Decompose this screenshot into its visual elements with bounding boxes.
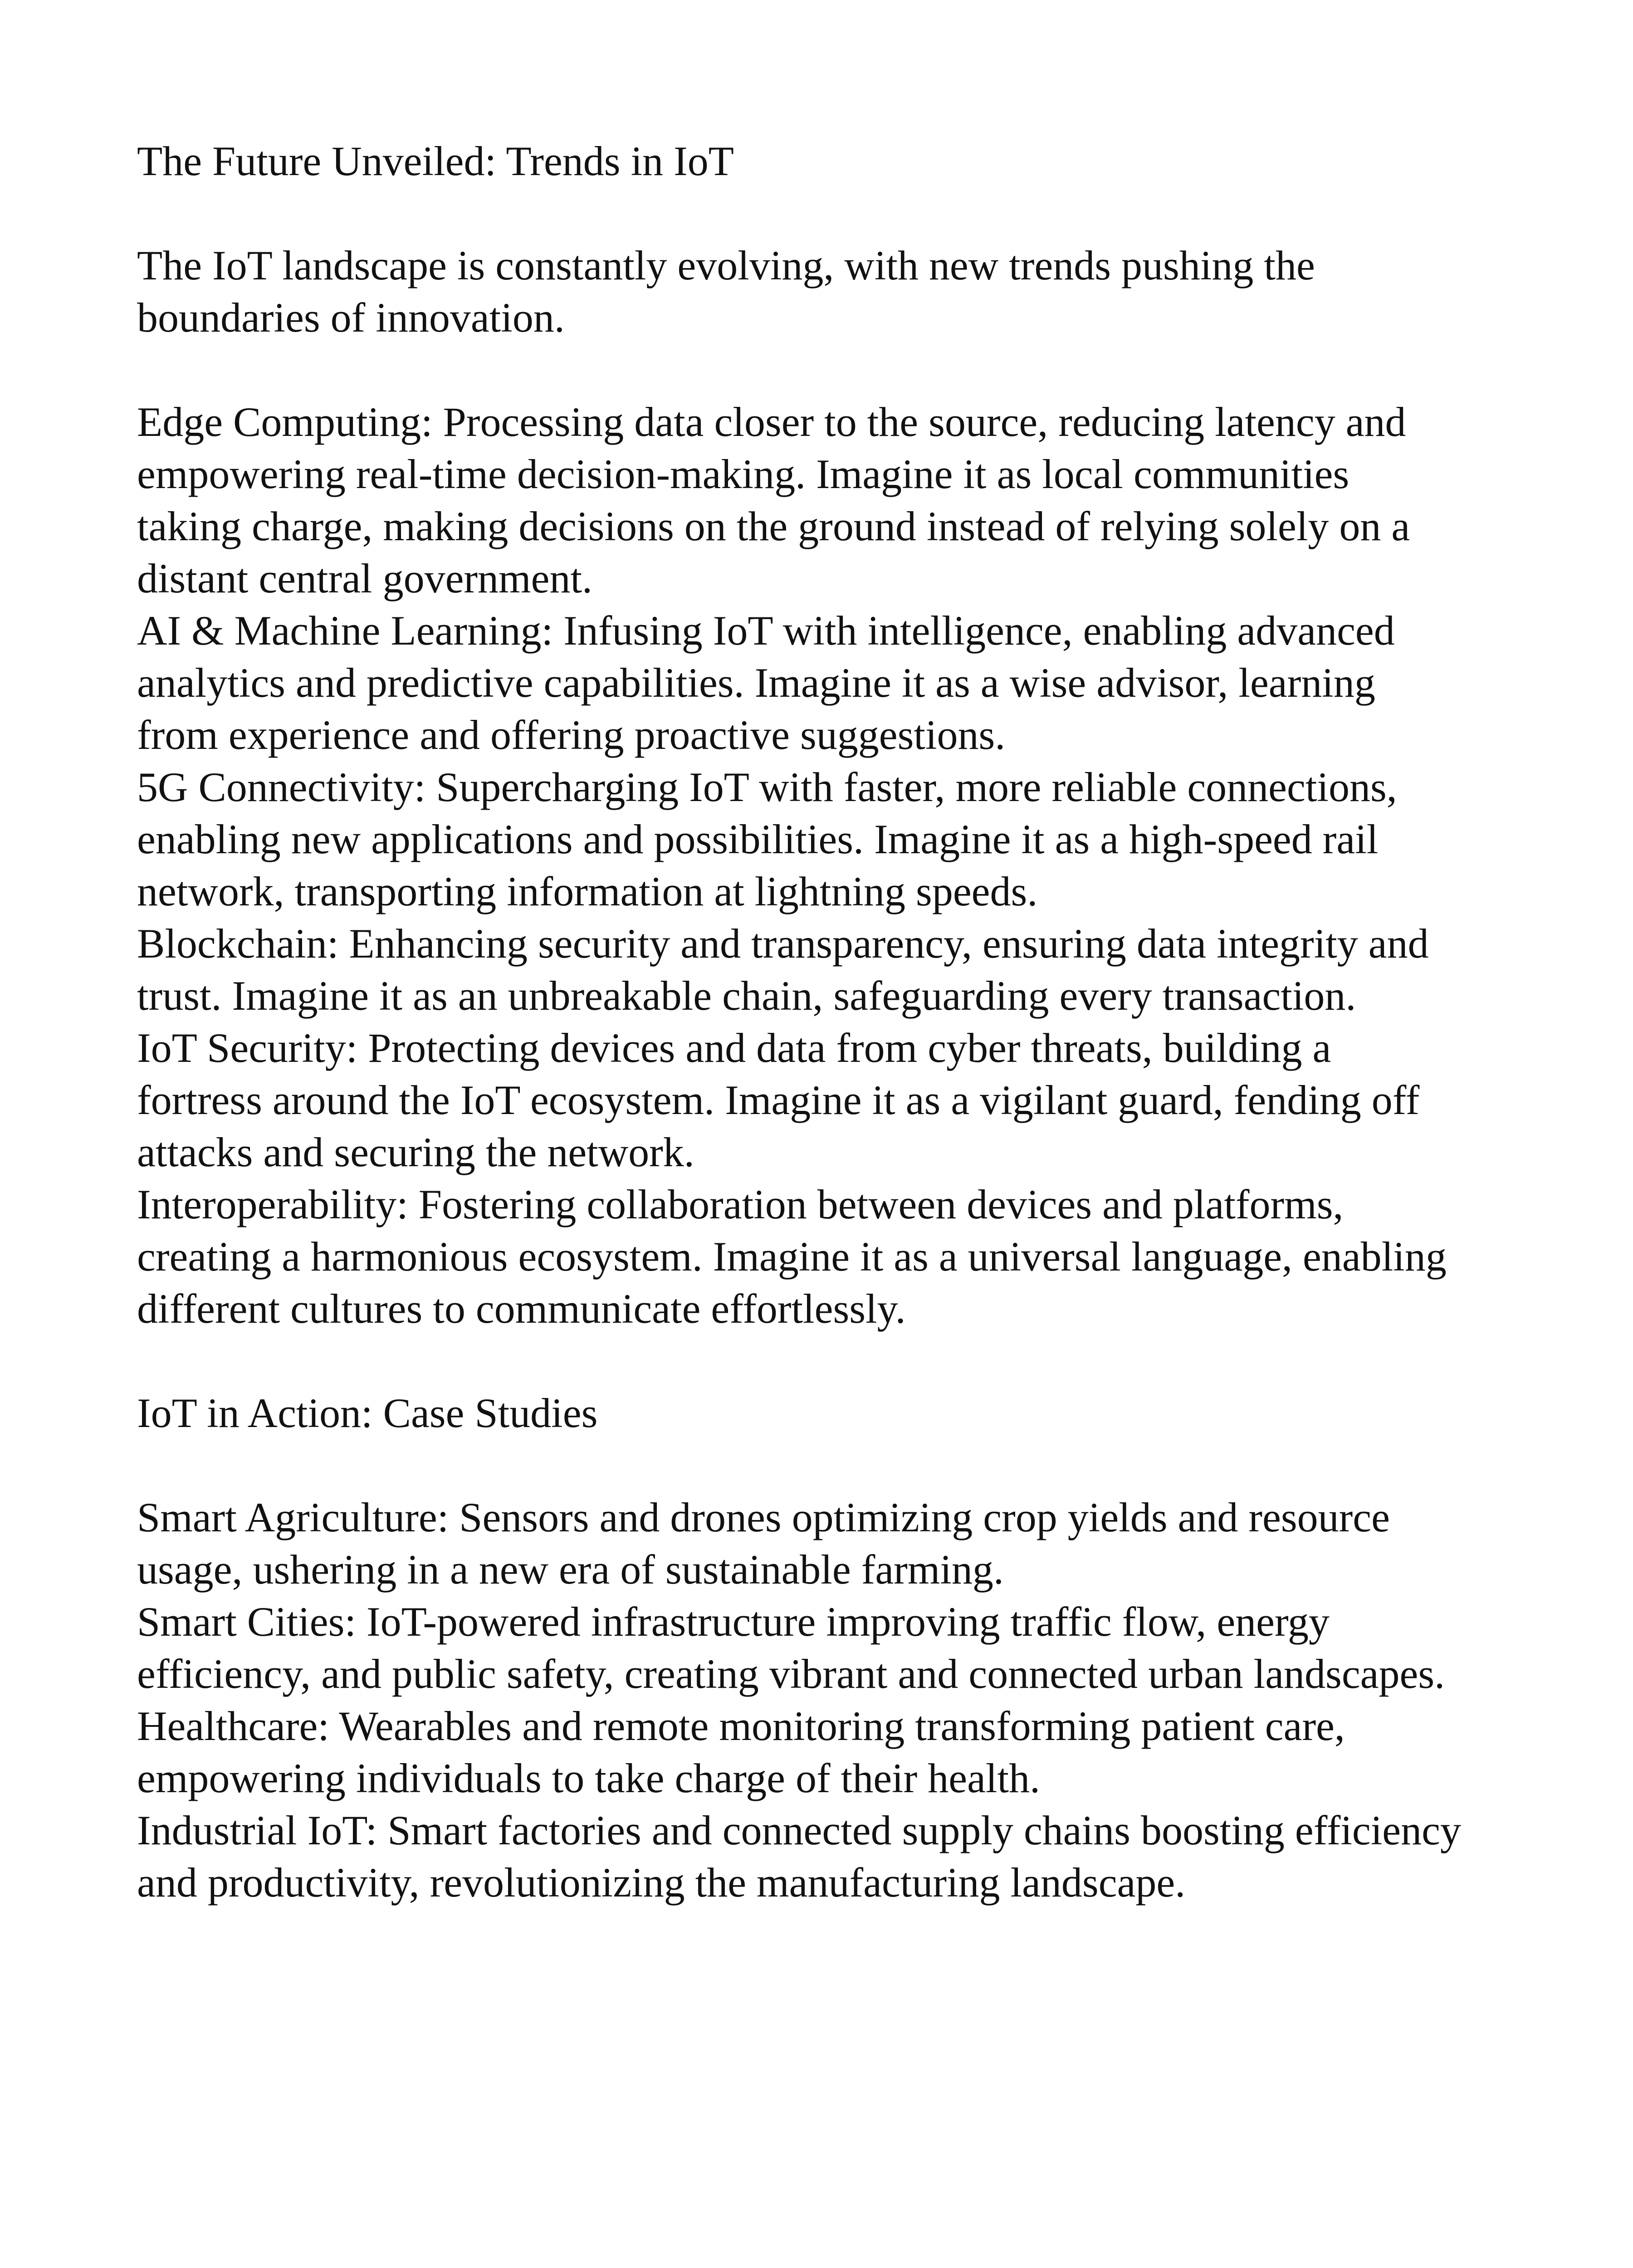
case-item-smart-cities: Smart Cities: IoT-powered infrastructure improving traffic flow, energy efficiency, and public safety, creating vibrant and connected urban landscapes. bbox=[137, 1598, 1445, 1697]
case-item-industrial-iot: Industrial IoT: Smart factories and connected supply chains boosting efficiency and productivity, revolutionizing the manufacturing landscape. bbox=[137, 1807, 1461, 1906]
trend-item-5g: 5G Connectivity: Supercharging IoT with faster, more reliable connections, enabling new applications and possibilities. Imagine it as a high-speed rail network, transporting information at lightning speeds. bbox=[137, 764, 1397, 914]
trend-item-edge-computing: Edge Computing: Processing data closer to the source, reducing latency and empowering real-time decision-making. Imagine it as local communities taking charge, making decisions on the ground instead of relying solely on a distant central government. bbox=[137, 399, 1410, 601]
page-content bbox=[137, 135, 1462, 1909]
trend-item-interoperability: Interoperability: Fostering collaboration between devices and platforms, creating a harmonious ecosystem. Imagine it as a universal language, enabling different cultures to communicate effortlessly. bbox=[137, 1181, 1447, 1332]
spacer bbox=[137, 344, 1462, 396]
section-heading-trends: The Future Unveiled: Trends in IoT bbox=[137, 138, 734, 184]
case-item-healthcare: Healthcare: Wearables and remote monitoring transforming patient care, empowering individuals to take charge of their health. bbox=[137, 1703, 1345, 1801]
trend-item-ai-ml: AI & Machine Learning: Infusing IoT with intelligence, enabling advanced analytics and predictive capabilities. Imagine it as a wise advisor, learning from experience and offering proactive suggestions. bbox=[137, 607, 1395, 758]
spacer bbox=[137, 1335, 1462, 1387]
spacer bbox=[137, 1439, 1462, 1491]
spacer bbox=[137, 187, 1462, 240]
trend-item-iot-security: IoT Security: Protecting devices and data from cyber threats, building a fortress around the IoT ecosystem. Imagine it as a vigilant guard, fending off attacks and securing the network. bbox=[137, 1025, 1420, 1175]
intro-paragraph: The IoT landscape is constantly evolving, with new trends pushing the boundaries of innovation. bbox=[137, 242, 1315, 341]
trend-item-blockchain: Blockchain: Enhancing security and transparency, ensuring data integrity and trust. Imagine it as an unbreakable chain, safeguarding every transaction. bbox=[137, 920, 1429, 1019]
section-heading-case-studies: IoT in Action: Case Studies bbox=[137, 1390, 598, 1436]
case-item-smart-agriculture: Smart Agriculture: Sensors and drones optimizing crop yields and resource usage, ushering in a new era of sustainable farming. bbox=[137, 1494, 1390, 1593]
